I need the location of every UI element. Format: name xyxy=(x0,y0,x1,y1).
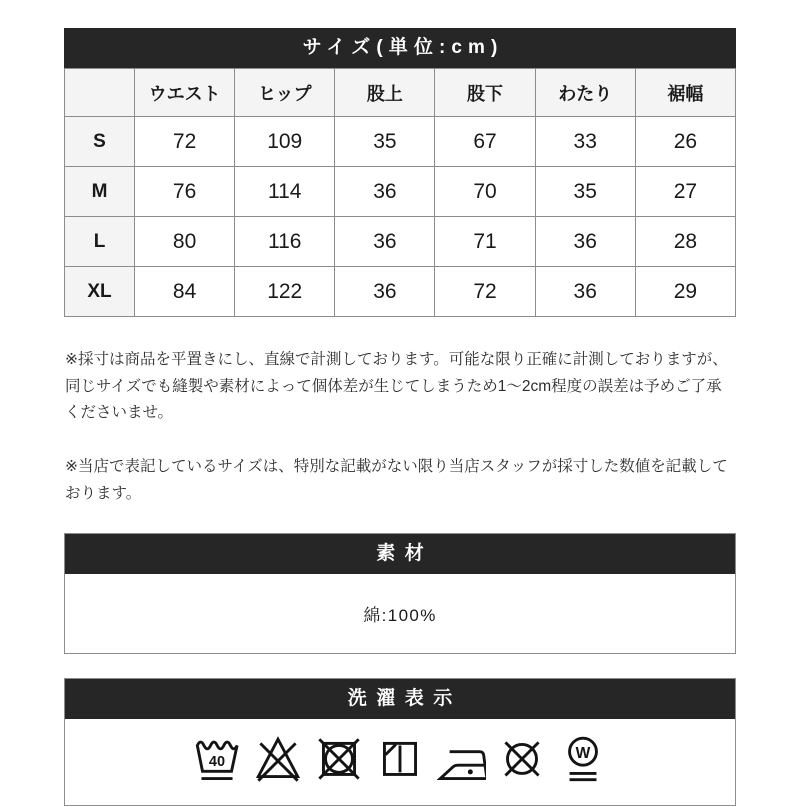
cell-value: 36 xyxy=(535,267,635,317)
notes-section xyxy=(65,347,735,507)
size-section xyxy=(64,28,736,317)
cell-value: 36 xyxy=(535,217,635,267)
wash-40-mild-icon xyxy=(192,732,242,790)
cell-value: 67 xyxy=(435,117,535,167)
cell-value: 28 xyxy=(635,217,735,267)
material-value: 綿:100% xyxy=(363,606,437,626)
size-table-title: サイズ(単位:cm) xyxy=(64,28,736,68)
material-title: 素材 xyxy=(65,534,735,574)
column-header-thigh: わたり xyxy=(535,69,635,117)
cell-value: 109 xyxy=(235,117,335,167)
cell-value: 71 xyxy=(435,217,535,267)
product-spec-page xyxy=(64,0,736,806)
material-section xyxy=(64,533,736,654)
table-row-m xyxy=(65,167,736,217)
cell-value: 70 xyxy=(435,167,535,217)
iron-low-icon xyxy=(436,732,486,790)
cell-value: 35 xyxy=(335,117,435,167)
wash-temp-label: 40 xyxy=(208,754,226,771)
cell-value: 122 xyxy=(235,267,335,317)
cell-value: 76 xyxy=(135,167,235,217)
column-header-rise: 股上 xyxy=(335,69,435,117)
sizing-note: ※当店で表記しているサイズは、特別な記載がない限り当店スタッフが採寸した数値を記載しております。 xyxy=(65,457,728,502)
cell-value: 36 xyxy=(335,267,435,317)
wet-clean-very-mild-icon xyxy=(558,732,608,790)
do-not-bleach-icon xyxy=(253,732,303,790)
cell-value: 72 xyxy=(435,267,535,317)
cell-value: 33 xyxy=(535,117,635,167)
cell-value: 72 xyxy=(135,117,235,167)
measurement-note: ※採寸は商品を平置きにし、直線で計測しております。可能な限り正確に計測しておりますが、同じサイズでも縫製や素材によって個体差が生じてしまうため1〜2cm程度の誤差は予めご了承くださいませ。 xyxy=(65,351,728,422)
size-label: S xyxy=(65,117,135,167)
cell-value: 26 xyxy=(635,117,735,167)
cell-value: 114 xyxy=(235,167,335,217)
cell-value: 35 xyxy=(535,167,635,217)
column-header-waist: ウエスト xyxy=(135,69,235,117)
cell-value: 36 xyxy=(335,167,435,217)
do-not-dry-clean-icon xyxy=(497,732,547,790)
corner-cell xyxy=(65,69,135,117)
column-header-hem: 裾幅 xyxy=(635,69,735,117)
size-table xyxy=(64,68,736,317)
cell-value: 36 xyxy=(335,217,435,267)
do-not-tumble-dry-icon xyxy=(314,732,364,790)
laundry-title: 洗濯表示 xyxy=(65,679,735,719)
size-label: L xyxy=(65,217,135,267)
size-label: XL xyxy=(65,267,135,317)
cell-value: 116 xyxy=(235,217,335,267)
column-header-hip: ヒップ xyxy=(235,69,335,117)
wet-clean-label: W xyxy=(575,745,591,763)
table-row-s xyxy=(65,117,736,167)
cell-value: 84 xyxy=(135,267,235,317)
cell-value: 80 xyxy=(135,217,235,267)
column-header-inseam: 股下 xyxy=(435,69,535,117)
table-row-l xyxy=(65,217,736,267)
table-row-xl xyxy=(65,267,736,317)
laundry-icons-row xyxy=(65,719,735,805)
cell-value: 27 xyxy=(635,167,735,217)
size-table-header-row xyxy=(65,69,736,117)
cell-value: 29 xyxy=(635,267,735,317)
size-label: M xyxy=(65,167,135,217)
laundry-section xyxy=(64,678,736,806)
line-dry-in-shade-icon xyxy=(375,732,425,790)
